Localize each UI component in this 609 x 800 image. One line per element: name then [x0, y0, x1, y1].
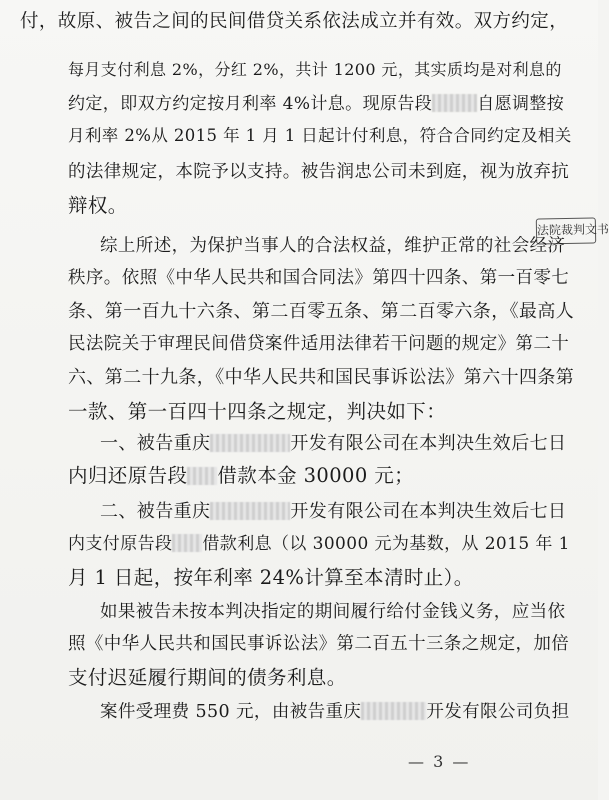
redaction-block	[172, 534, 202, 552]
redaction-block	[210, 502, 290, 520]
text-line: 一、被告重庆 开发有限公司在本判决生效后七日	[100, 433, 567, 454]
text-line: 每月支付利息 2%，分红 2%，共计 1200 元，其实质均是对利息的	[68, 60, 562, 79]
page-number: — 3 —	[408, 752, 471, 771]
redaction-block	[432, 94, 477, 112]
text-line: 条、第一百九十六条、第二百零五条、第二百零六条，《最高人	[68, 301, 575, 322]
text-line: 照《中华人民共和国民事诉讼法》第二百五十三条之规定，加倍	[68, 634, 570, 654]
page-stamp: 法院裁判文书	[536, 217, 596, 244]
text-line: 内支付原告段 借款利息（以 30000 元为基数，从 2015 年 1	[68, 534, 570, 554]
redaction-block	[361, 702, 426, 720]
text-line: 如果被告未按本判决指定的期间履行给付金钱义务，应当依	[100, 602, 566, 622]
text-line: 内归还原告段 借款本金 30000 元；	[68, 464, 415, 487]
text-line: 二、被告重庆 开发有限公司在本判决生效后七日	[100, 501, 567, 522]
text-line: 综上所述，为保护当事人的合法权益，维护正常的社会经济	[100, 236, 566, 256]
text-line: 的法律规定，本院予以支持。被告润忠公司未到庭，视为放弃抗	[68, 162, 570, 182]
redaction-block	[187, 467, 217, 485]
text-line: 付，故原、被告之间的民间借贷关系依法成立并有效。双方约定，	[20, 11, 569, 32]
text-line: 月利率 2%从 2015 年 1 月 1 日起计付利息，符合合同约定及相关	[68, 126, 572, 145]
text-line: 月 1 日起，按年利率 24%计算至本清时止）。	[68, 566, 474, 589]
text-line: 一款、第一百四十四条之规定，判决如下：	[68, 400, 447, 423]
text-line: 秩序。依照《中华人民共和国合同法》第四十四条、第一百零七	[68, 268, 570, 288]
text-line: 约定，即双方约定按月利率 4%计息。现原告段 自愿调整按	[68, 94, 565, 114]
text-line: 支付迟延履行期间的债务利息。	[68, 666, 347, 689]
text-line: 六、第二十九条，《中华人民共和国民事诉讼法》第六十四条第	[68, 367, 575, 388]
text-line: 民法院关于审理民间借贷案件适用法律若干问题的规定》第二十	[68, 334, 570, 354]
redaction-block	[210, 434, 290, 452]
text-line: 辩权。	[68, 194, 128, 217]
text-line: 案件受理费 550 元，由被告重庆 开发有限公司负担	[100, 702, 570, 722]
